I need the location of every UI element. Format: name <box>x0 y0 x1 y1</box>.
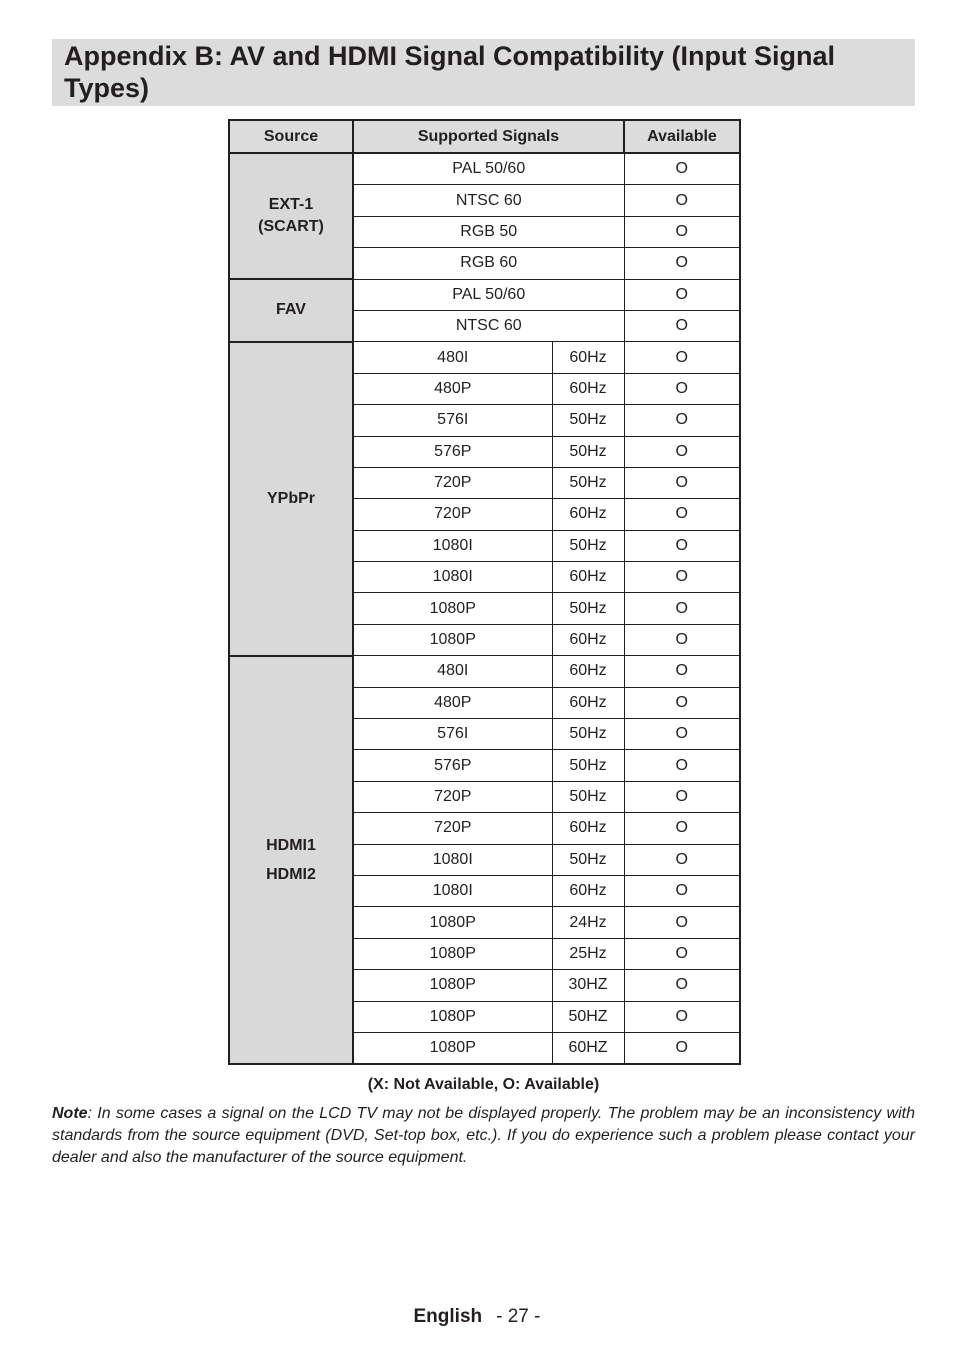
signal-cell: RGB 50 <box>353 216 624 247</box>
signal-cell: 480I <box>353 656 552 687</box>
available-cell: O <box>624 656 740 687</box>
signal-cell: 1080I <box>353 562 552 593</box>
signal-cell: NTSC 60 <box>353 310 624 341</box>
header-available: Available <box>624 120 740 153</box>
signal-cell: 480I <box>353 342 552 373</box>
frequency-cell: 60Hz <box>552 813 624 844</box>
source-label: HDMI1 <box>266 837 316 855</box>
page-footer <box>0 1306 954 1328</box>
source-label: HDMI2 <box>266 866 316 884</box>
available-cell: O <box>624 970 740 1001</box>
signal-cell: 1080I <box>353 875 552 906</box>
available-cell: O <box>624 373 740 404</box>
source-cell <box>229 656 353 1065</box>
title-band <box>52 39 915 106</box>
signal-cell: 1080P <box>353 624 552 655</box>
signal-cell: PAL 50/60 <box>353 153 624 185</box>
available-cell: O <box>624 719 740 750</box>
frequency-cell: 50HZ <box>552 1001 624 1032</box>
table-body <box>229 153 740 1064</box>
table-row <box>229 279 740 310</box>
frequency-cell: 24Hz <box>552 907 624 938</box>
available-cell: O <box>624 342 740 373</box>
available-cell: O <box>624 907 740 938</box>
available-cell: O <box>624 530 740 561</box>
source-label: EXT-1 <box>268 196 314 214</box>
signal-cell: 720P <box>353 781 552 812</box>
frequency-cell: 60Hz <box>552 875 624 906</box>
page-title: Appendix B: AV and HDMI Signal Compatibility (Input Signal Types) <box>64 41 835 103</box>
available-cell: O <box>624 467 740 498</box>
source-cell <box>229 342 353 656</box>
frequency-cell: 60Hz <box>552 624 624 655</box>
signal-cell: 1080P <box>353 970 552 1001</box>
frequency-cell: 50Hz <box>552 593 624 624</box>
signal-cell: 480P <box>353 373 552 404</box>
frequency-cell: 50Hz <box>552 405 624 436</box>
signal-cell: 1080P <box>353 1032 552 1064</box>
frequency-cell: 60Hz <box>552 687 624 718</box>
signal-cell: 1080P <box>353 1001 552 1032</box>
frequency-cell: 50Hz <box>552 844 624 875</box>
frequency-cell: 50Hz <box>552 530 624 561</box>
signal-cell: 576P <box>353 750 552 781</box>
available-cell: O <box>624 844 740 875</box>
signal-compatibility-table <box>228 119 741 1065</box>
table-header-row <box>229 120 740 153</box>
available-cell: O <box>624 436 740 467</box>
table-row <box>229 153 740 185</box>
available-cell: O <box>624 1001 740 1032</box>
signal-cell: 720P <box>353 813 552 844</box>
available-cell: O <box>624 153 740 185</box>
signal-cell: 1080I <box>353 844 552 875</box>
source-label: YPbPr <box>266 489 315 507</box>
header-source: Source <box>229 120 353 153</box>
signal-cell: 720P <box>353 467 552 498</box>
available-cell: O <box>624 750 740 781</box>
signal-cell: 480P <box>353 687 552 718</box>
frequency-cell: 50Hz <box>552 719 624 750</box>
available-cell: O <box>624 624 740 655</box>
available-cell: O <box>624 405 740 436</box>
frequency-cell: 60Hz <box>552 373 624 404</box>
source-label: FAV <box>276 301 306 319</box>
signal-cell: 1080P <box>353 593 552 624</box>
available-cell: O <box>624 279 740 310</box>
frequency-cell: 60Hz <box>552 562 624 593</box>
frequency-cell: 50Hz <box>552 467 624 498</box>
available-cell: O <box>624 216 740 247</box>
note-paragraph <box>52 1103 915 1169</box>
available-cell: O <box>624 593 740 624</box>
signal-cell: NTSC 60 <box>353 185 624 216</box>
frequency-cell: 60Hz <box>552 342 624 373</box>
signal-cell: RGB 60 <box>353 248 624 279</box>
available-cell: O <box>624 1032 740 1064</box>
source-cell <box>229 279 353 342</box>
note-text: : In some cases a signal on the LCD TV may not be displayed properly. The problem may be an inconsistency with standards from the source equipment (DVD, Set-top box, etc.). If you do experience such a problem please contact your dealer and also the manufacturer of the source equipment. <box>52 1105 915 1166</box>
footer-language: English <box>413 1306 483 1327</box>
frequency-cell: 60Hz <box>552 499 624 530</box>
available-cell: O <box>624 248 740 279</box>
frequency-cell: 25Hz <box>552 938 624 969</box>
available-cell: O <box>624 310 740 341</box>
signal-cell: PAL 50/60 <box>353 279 624 310</box>
available-cell: O <box>624 562 740 593</box>
header-supported-signals: Supported Signals <box>353 120 624 153</box>
note-label: Note <box>52 1105 88 1122</box>
frequency-cell: 60HZ <box>552 1032 624 1064</box>
source-cell <box>229 153 353 279</box>
signal-cell: 1080I <box>353 530 552 561</box>
signal-cell: 576I <box>353 405 552 436</box>
available-cell: O <box>624 781 740 812</box>
signal-cell: 576P <box>353 436 552 467</box>
available-cell: O <box>624 875 740 906</box>
signal-cell: 576I <box>353 719 552 750</box>
frequency-cell: 30HZ <box>552 970 624 1001</box>
frequency-cell: 50Hz <box>552 436 624 467</box>
available-cell: O <box>624 813 740 844</box>
table-row <box>229 342 740 373</box>
source-label: (SCART) <box>258 218 324 236</box>
frequency-cell: 50Hz <box>552 781 624 812</box>
table-row <box>229 656 740 687</box>
legend: (X: Not Available, O: Available) <box>367 1076 600 1093</box>
page-number: - 27 - <box>496 1306 541 1327</box>
frequency-cell: 50Hz <box>552 750 624 781</box>
available-cell: O <box>624 499 740 530</box>
signal-cell: 1080P <box>353 938 552 969</box>
signal-cell: 1080P <box>353 907 552 938</box>
signal-cell: 720P <box>353 499 552 530</box>
frequency-cell: 60Hz <box>552 656 624 687</box>
available-cell: O <box>624 938 740 969</box>
available-cell: O <box>624 185 740 216</box>
available-cell: O <box>624 687 740 718</box>
